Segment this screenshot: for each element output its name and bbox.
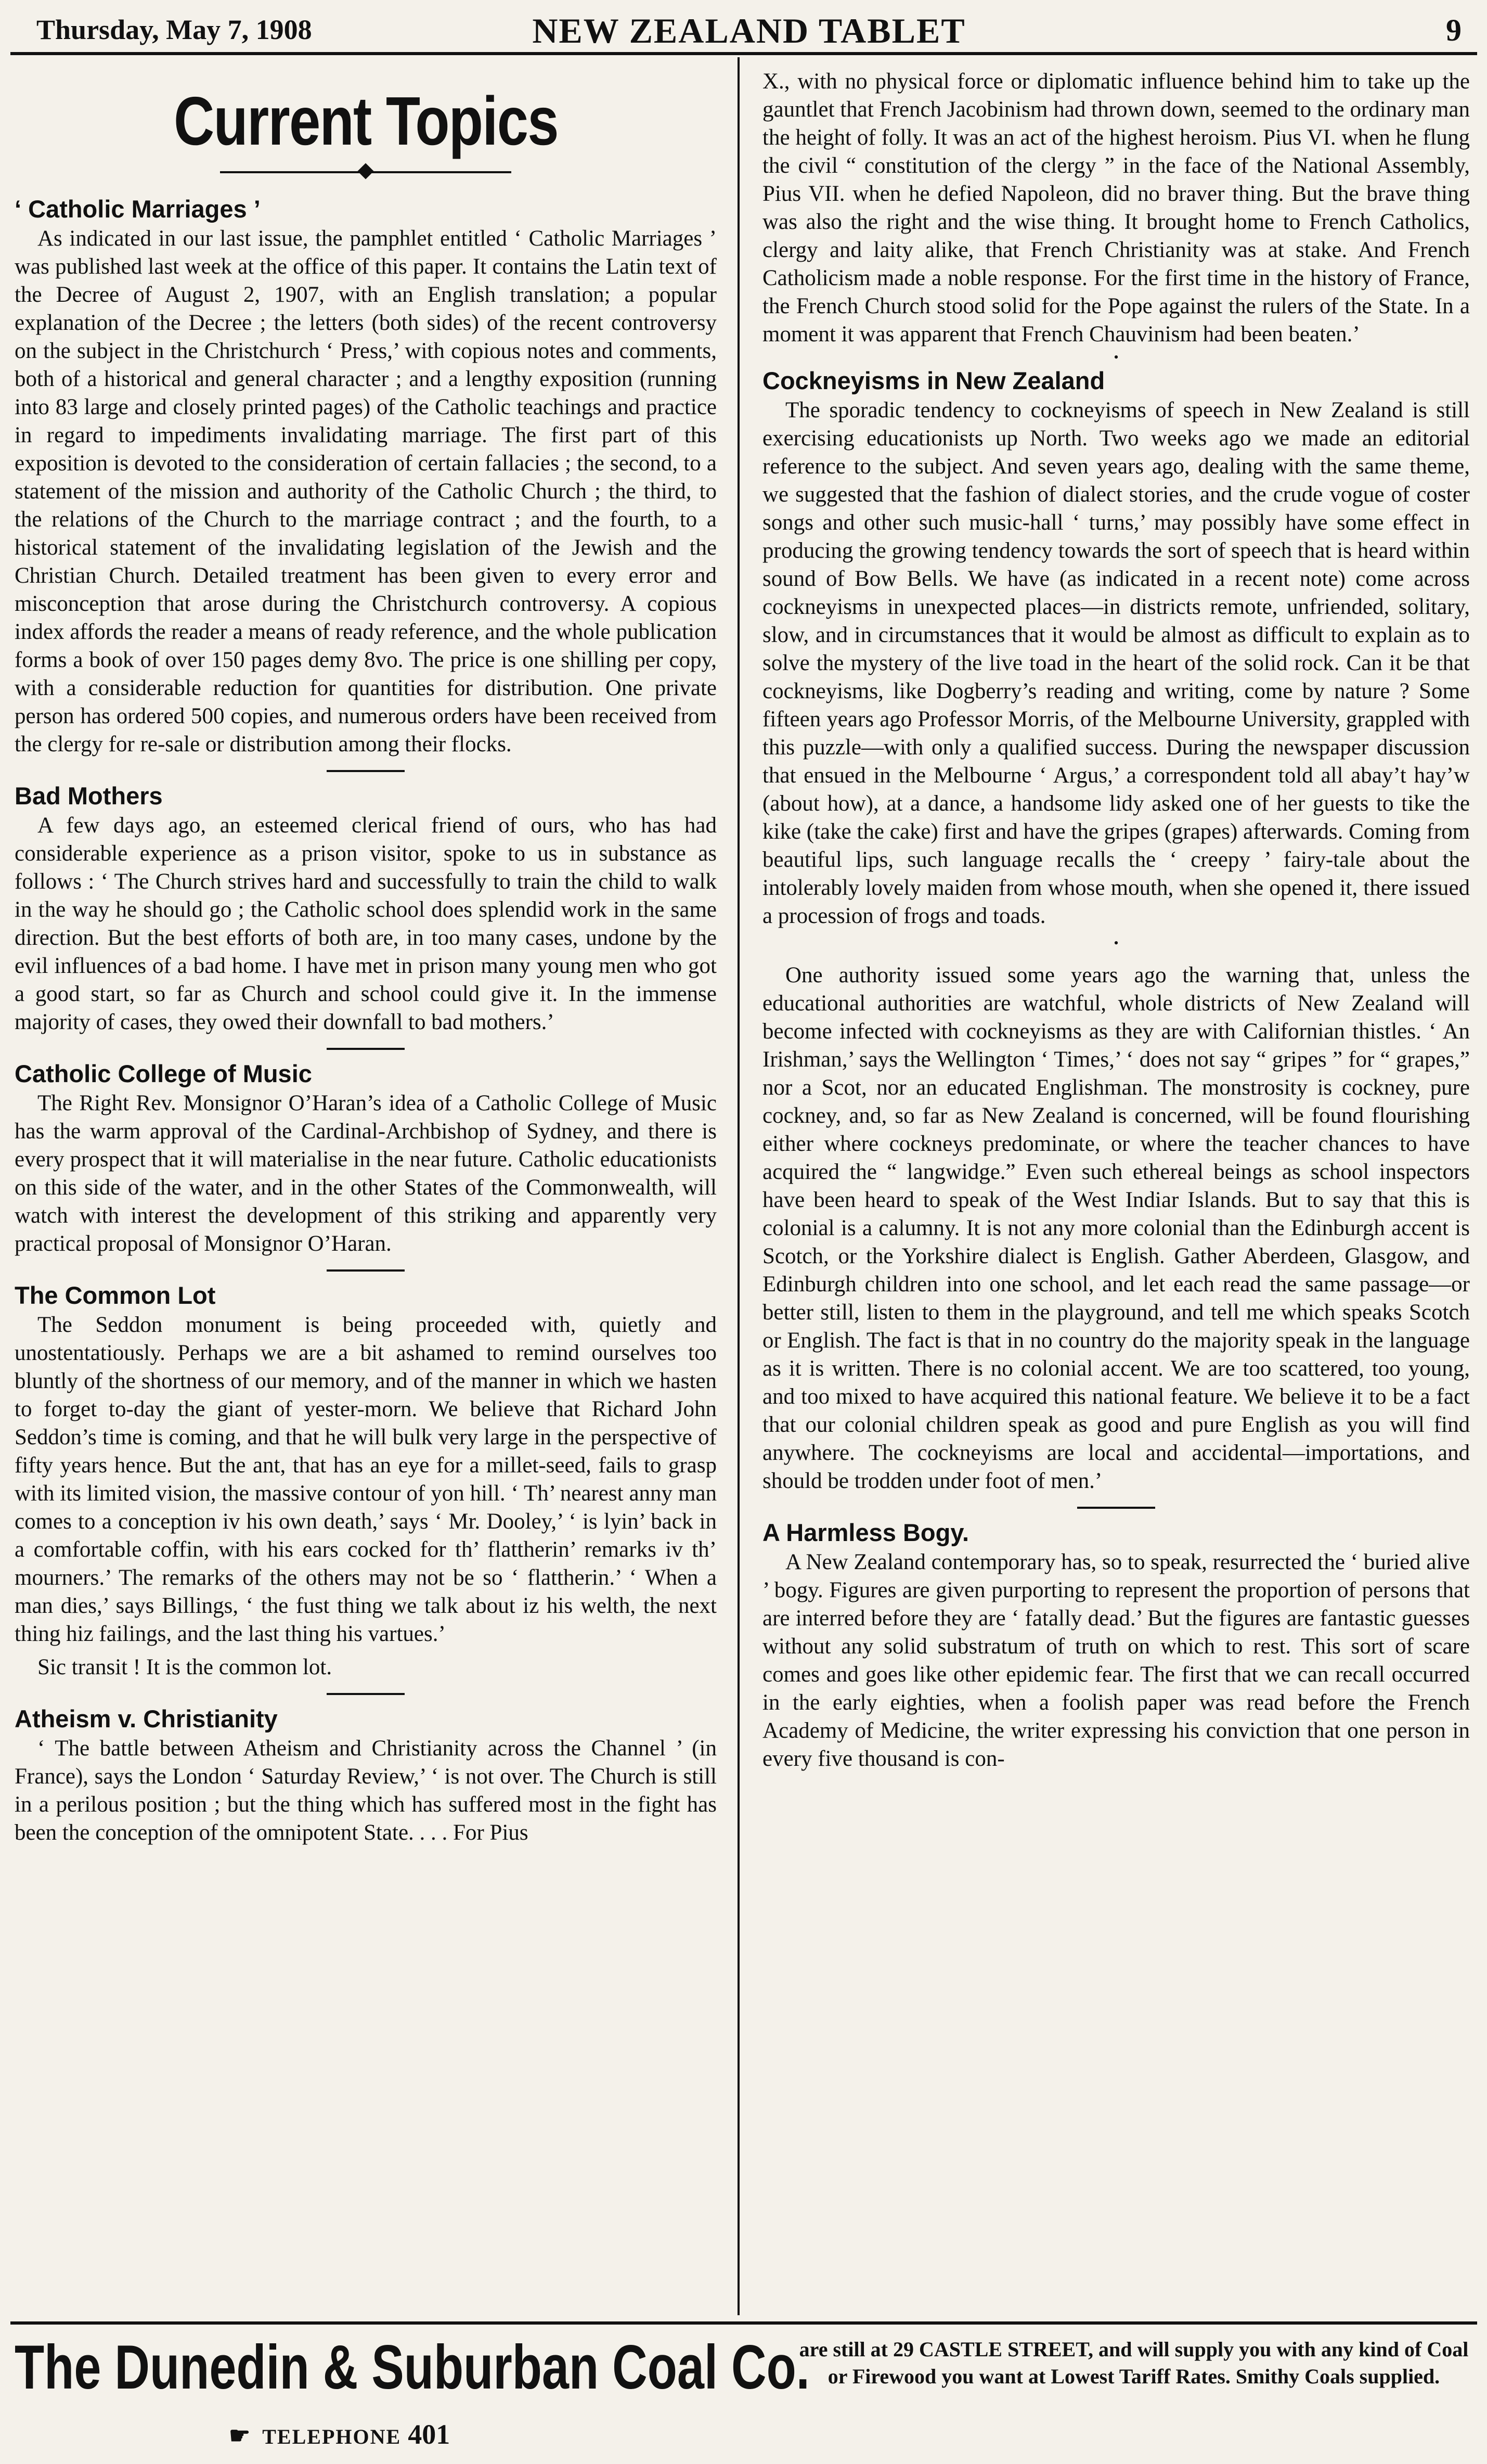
left-column [15, 61, 717, 1851]
diamond-ornament-icon [357, 163, 373, 179]
right-column [762, 68, 1470, 1777]
article-paragraph: As indicated in our last issue, the pamphlet entitled ‘ Catholic Marriages ’ was published last week at the office of this paper. It contains the Latin text of the Decree of August 2, 1907, with an English translation; a popular explanation of the Decree ; the letters (both sides) of the recent controversy on the subject in the Christchurch ‘ Press,’ with copious notes and comments, both of a historical and general character ; and a lengthy exposition (running into 83 large and closely printed pages) of the Catholic teachings and practice in regard to impediments invalidating marriage. The first part of this exposition is devoted to the consideration of certain fallacies ; the second, to a statement of the mission and authority of the Catholic Church ; the third, to the relations of the Church to the marriage contract ; and the fourth, to a historical statement of the invalidating legislation of the Jewish and the Christian Church. Detailed treatment has been given to every error and misconception that arose during the Christchurch controversy. A copious index affords the reader a means of ready reference, and the whole publication forms a book of over 150 pages demy 8vo. The price is one shilling per copy, with a considerable reduction for quantities for distribution. One private person has ordered 500 copies, and numerous orders have been received from the clergy for re-sale or distribution among their flocks. [15, 226, 717, 756]
article-a-harmless-bogy [762, 1518, 1470, 1773]
column-divider [738, 57, 740, 2315]
article-paragraph: Sic transit ! It is the common lot. [37, 1655, 332, 1679]
article-the-common-lot [15, 1281, 717, 1682]
article-paragraph: A few days ago, an esteemed clerical friend of ours, who has had considerable experience as a prison visitor, spoke to us in substance as follows : ‘ The Church strives hard and successfully to train the child to walk in the way he should go ; the Catholic school does splendid work in the same direction. But the best efforts of both are, in too many cases, undone by the evil influences of a bad home. I have met in prison many young men who got a good start, so far as Church and school could give it. In the immense majority of cases, they owed their downfall to bad mothers.’ [15, 813, 717, 1034]
article-paragraph: The Seddon monument is being proceeded with, quietly and unostentatiously. Perhaps we are a bit ashamed to remind ourselves too bluntly of the shortness of our memory, and of the manner in which we hasten to forget to-day the giant of yester-morn. We believe that Richard John Seddon’s time is coming, and that he will bulk very large in the perspective of fifty years hence. But the ant, that has an eye for a millet-seed, fails to grasp with its limited vision, the massive contour of yon hill. ‘ Th’ nearest anny man comes to a conception iv his own death,’ says ‘ Mr. Dooley,’ ‘ is lyin’ back in a comfortable coffin, with his ears cocked for th’ flattherin’ remarks iv th’ mourners.’ The remarks of the others may not be so ‘ flattherin.’ ‘ When a man dies,’ says Billings, ‘ the fust thing we talk about iz his welth, the next thing hiz failings, and the last thing his vartues.’ [15, 1313, 717, 1646]
star-ornament-icon: • [1114, 350, 1119, 365]
article-heading: The Common Lot [15, 1281, 216, 1309]
section-separator [327, 1269, 405, 1272]
article-heading: Cockneyisms in New Zealand [762, 367, 1105, 394]
section-separator [1077, 1507, 1155, 1509]
article-bad-mothers [15, 781, 717, 1036]
article-heading: Bad Mothers [15, 782, 163, 810]
section-separator [327, 770, 405, 772]
issue-date: Thursday, May 7, 1908 [36, 14, 312, 45]
article-paragraph: One authority issued some years ago the warning that, unless the educational authorities are watchful, whole districts of New Zealand will become infected with cockneyisms as they are with Californian thistles. ‘ An Irishman,’ says the Wellington ‘ Times,’ ‘ does not say “ gripes ” for “ grapes,” nor a Scot, nor an educated Englishman. The monstrosity is cockney, pure cockney, and, so far as New Zealand is concerned, will be found flourishing either where cockneys predominate, or where the teacher chances to have acquired the “ langwidge.” Even such ethereal beings as school inspectors have been heard to speak of the West Indiar Islands. But to say that this is colonial is a calumny. It is not any more colonial than the Edinburgh accent is Scotch, or the Yorkshire dialect is English. Gather Aberdeen, Glasgow, and Edinburgh children into one school, and let each read the same passage—or better still, listen to them in the playground, and tell me which speaks Scotch or English. The fact is that in no country do the majority speak in the language as it is written. There is no colonial accent. We are too scattered, too young, and too mixed to have acquired this national feature. We believe it to be a fact that our colonial children speak as good and pure English as you will find anywhere. The cockneyisms are local and accidental—importations, and should be trodden under foot of men.’ [762, 963, 1470, 1493]
page-number: 9 [1446, 13, 1462, 47]
article-atheism-v-christianity [15, 1704, 717, 1847]
article-heading: ‘ Catholic Marriages ’ [15, 195, 261, 223]
article-paragraph: ‘ The battle between Atheism and Christianity across the Channel ’ (in France), says the London ‘ Saturday Review,’ ‘ is not over. The Church is still in a perilous position ; but the thing which has suffered most in the fight has been the conception of the omnipotent State. . . . For Pius [15, 1736, 717, 1845]
section-separator [327, 1048, 405, 1050]
article-cockneyisms [762, 366, 1470, 1495]
advertisement-text: are still at 29 CASTLE STREET, and will supply you with any kind of Coal or Firewood you want at Lowest Tariff Rates. Smithy Coals supplied. [799, 2338, 1469, 2388]
current-topics-header [15, 61, 717, 160]
telephone-label: TELEPHONE [262, 2425, 402, 2448]
pointing-hand-icon: ☛ [229, 2422, 251, 2449]
current-topics-title: Current Topics [173, 83, 558, 159]
article-paragraph: A New Zealand contemporary has, so to speak, resurrected the ‘ buried alive ’ bogy. Figures are given purporting to represent the proportion of persons that are interred before they are ‘ fatally dead.’ But the figures are fantastic guesses without any solid substratum of truth on which to rest. This sort of scare comes and goes like other epidemic fear. The first that we can recall occurred in the early eighties, when a foolish paper was read before the French Academy of Medicine, the writer expressing his conviction that one person in every five thousand is con- [762, 1550, 1470, 1771]
section-separator [327, 1693, 405, 1695]
star-ornament-icon: • [1114, 935, 1119, 951]
article-heading: Catholic College of Music [15, 1060, 312, 1087]
article-catholic-marriages [15, 195, 717, 759]
newspaper-title: NEW ZEALAND TABLET [532, 11, 966, 50]
article-catholic-college-of-music [15, 1059, 717, 1258]
advertisement-telephone [229, 2418, 450, 2450]
advertisement-company-name: The Dunedin & Suburban Coal Co. [15, 2332, 810, 2402]
article-paragraph: The Right Rev. Monsignor O’Haran’s idea of a Catholic College of Music has the warm approval of the Cardinal-Archbishop of Sydney, and there is every prospect that it will materialise in the near future. Catholic educationists on this side of the water, and in the other States of the Commonwealth, will watch with interest the development of this striking and apparently very practical proposal of Monsignor O’Haran. [15, 1091, 717, 1256]
article-heading: A Harmless Bogy. [762, 1519, 969, 1546]
advertisement-rule [10, 2321, 1477, 2325]
article-heading: Atheism v. Christianity [15, 1705, 278, 1732]
article-paragraph: The sporadic tendency to cockneyisms of speech in New Zealand is still exercising educationists up North. Two weeks ago we made an editorial reference to the subject. And seven years ago, dealing with the same theme, we suggested that the fashion of dialect stories, and the crude vogue of coster songs and other such music-hall ‘ turns,’ may possibly have some effect in producing the growing tendency towards the sort of speech that is heard within sound of Bow Bells. We have (as indicated in a recent note) come across cockneyisms in unexpected places—in districts remote, unfriended, solitary, slow, and in circumstances that it would be almost as difficult to explain as to solve the mystery of the live toad in the heart of the solid rock. Can it be that cockneyisms, like Dogberry’s reading and writing, come by nature ? Some fifteen years ago Professor Morris, of the Melbourne University, grappled with this puzzle—with only a qualified success. During the newspaper discussion that ensued in the Melbourne ‘ Argus,’ a correspondent told all abay’t hay’w (about how), at a dance, a handsome lidy asked one of her guests to tike the kike (take the cake) first and have the gripes (grapes) afterwards. Coming from beautiful lips, such language recalls the ‘ creepy ’ fairy-tale about the intolerably lovely maiden from whose mouth, when she opened it, there issued a procession of frogs and toads. [762, 398, 1470, 928]
masthead-rule [10, 52, 1477, 55]
ornamental-rule [220, 164, 511, 180]
masthead [36, 9, 1462, 51]
telephone-number: 401 [408, 2419, 450, 2450]
continued-paragraph: X., with no physical force or diplomatic influence behind him to take up the gauntlet that French Jacobinism had thrown down, seemed to the ordinary man the height of folly. It was an act of the highest heroism. Pius VI. when he flung the civil “ constitution of the clergy ” in the face of the National Assembly, Pius VII. when he defied Napoleon, did no braver thing. But the brave thing was also the right and the wise thing. It brought home to French Catholics, clergy and laity alike, that French Christianity was at stake. And French Catholicism made a noble response. For the first time in the history of France, the French Church stood solid for the Pope against the rulers of the State. In a moment it was apparent that French Chauvinism had been beaten.’ [762, 69, 1470, 346]
